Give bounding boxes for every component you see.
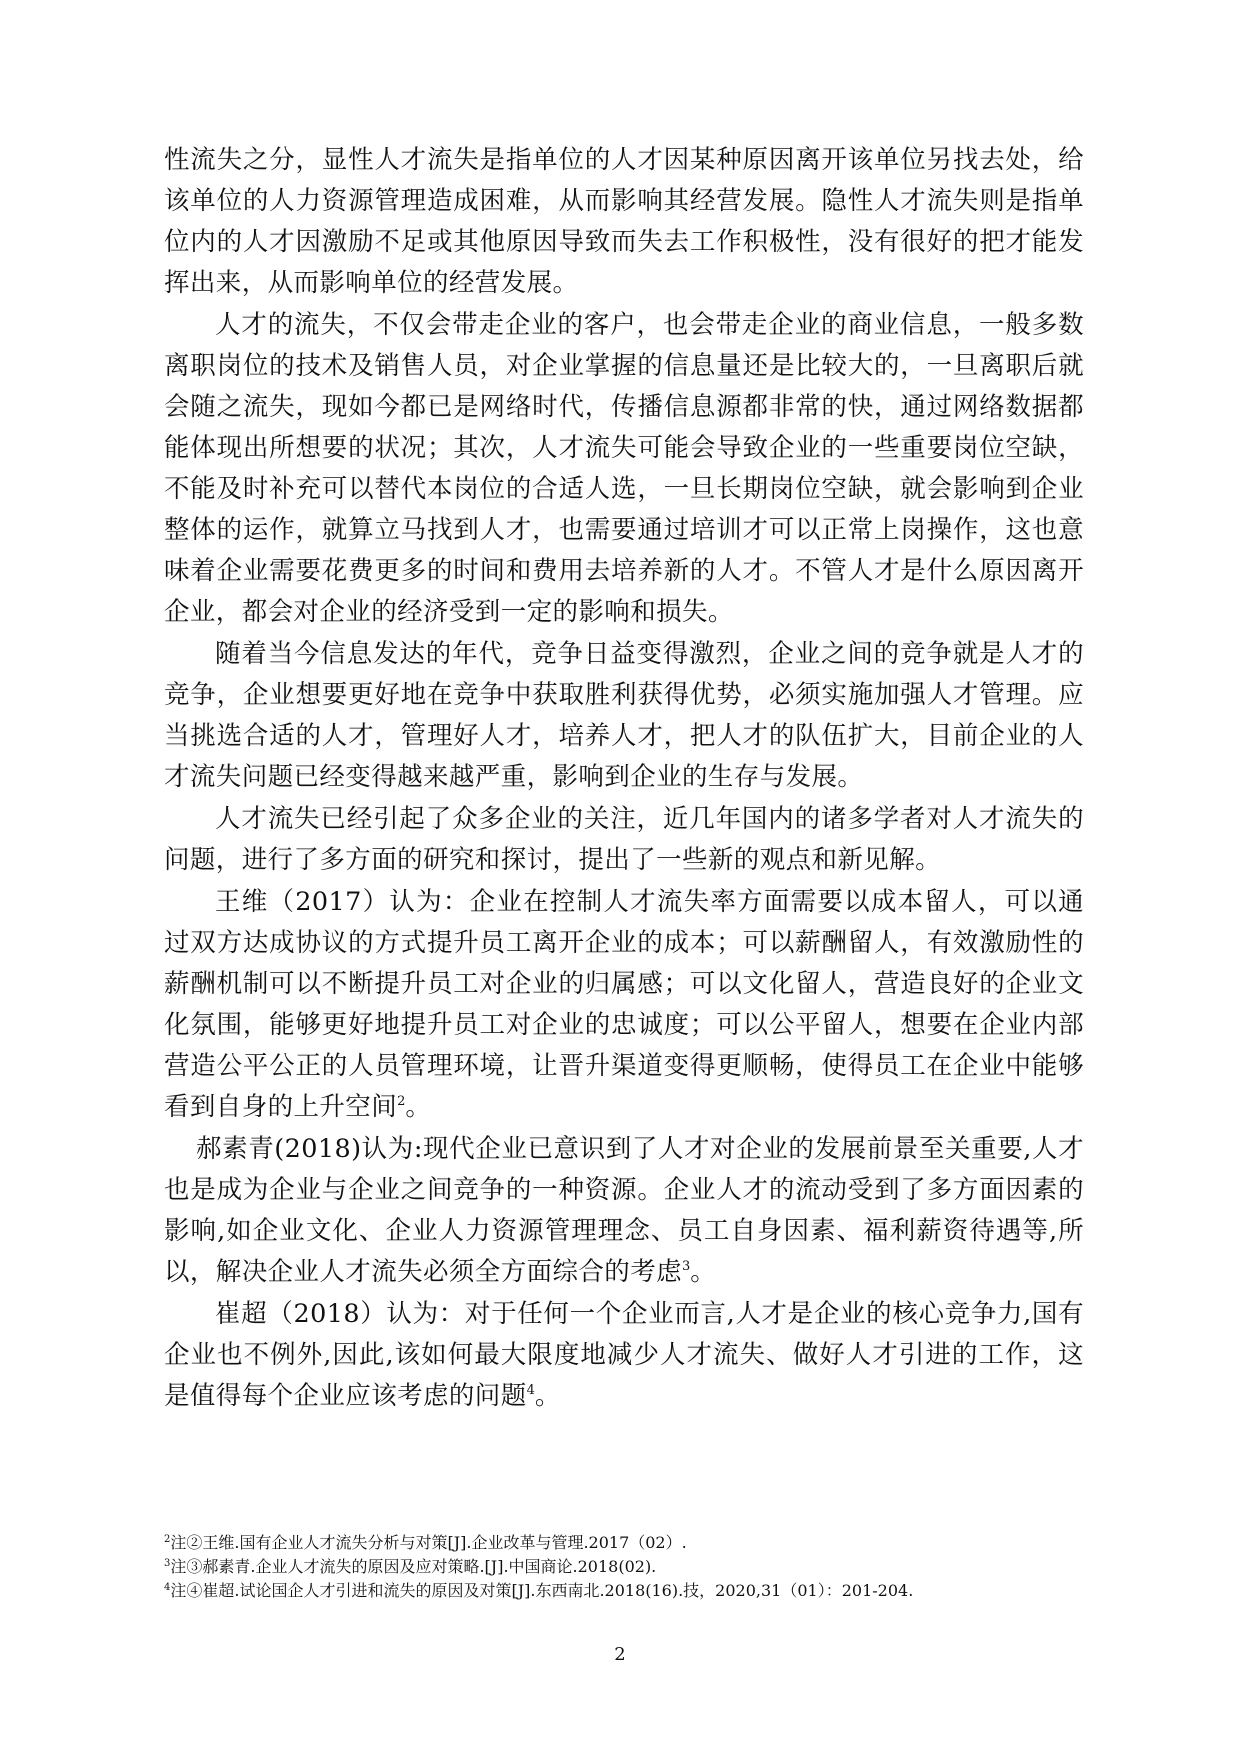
paragraph: 人才的流失，不仅会带走企业的客户，也会带走企业的商业信息，一般多数离职岗位的技术及销售人员，对企业掌握的信息量还是比较大的，一旦离职后就会随之流失，现如今都已是网络时代，传播信息源都非常的快，通过网络数据都能体现出所想要的状况；其次，人才流失可能会导致企业的一些重要岗位空缺，不能及时补充可以替代本岗位的合适人选，一旦长期岗位空缺，就会影响到企业整体的运作，就算立马找到人才，也需要通过培训才可以正常上岗操作，这也意味着企业需要花费更多的时间和费用去培养新的人才。不管人才是什么原因离开企业，都会对企业的经济受到一定的影响和损失。 bbox=[164, 310, 1084, 627]
paragraph: 随着当今信息发达的年代，竞争日益变得激烈，企业之间的竞争就是人才的竞争，企业想要更好地在竞争中获取胜利获得优势，必须实施加强人才管理。应当挑选合适的人才，管理好人才，培养人才，把人才的队伍扩大，目前企业的人才流失问题已经变得越来越严重，影响到企业的生存与发展。 bbox=[164, 639, 1084, 792]
paragraph: 郝素青(2018)认为:现代企业已意识到了人才对企业的发展前景至关重要,人才也是成为企业与企业之间竞争的一种资源。企业人才的流动受到了多方面因素的影响,如企业文化、企业人力资源管理理念、员工自身因素、福利薪资待遇等,所以，解决企业人才流失必须全方面综合的考虑$^3$。 bbox=[164, 1134, 1084, 1287]
paragraph: 崔超（2018）认为：对于任何一个企业而言,人才是企业的核心竞争力,国有企业也不例外,因此,该如何最大限度地减少人才流失、做好人才引进的工作，这是值得每个企业应该考虑的问题$^4$。 bbox=[164, 1299, 1084, 1411]
footnote: $^3$注③郝素青.企业人才流失的原因及应对策略.[J].中国商论.2018(02). bbox=[164, 1557, 657, 1576]
paragraph: 王维（2017）认为：企业在控制人才流失率方面需要以成本留人，可以通过双方达成协议的方式提升员工离开企业的成本；可以薪酬留人，有效激励性的薪酬机制可以不断提升员工对企业的归属感；可以文化留人，营造良好的企业文化氛围，能够更好地提升员工对企业的忠诚度；可以公平留人，想要在企业内部营造公平公正的人员管理环境，让晋升渠道变得更顺畅，使得员工在企业中能够看到自身的上升空间$^2$。 bbox=[164, 887, 1084, 1122]
footnote-number: 2 bbox=[164, 1534, 171, 1545]
paragraph: 性流失之分，显性人才流失是指单位的人才因某种原因离开该单位另找去处，给该单位的人力资源管理造成困难，从而影响其经营发展。隐性人才流失则是指单位内的人才因激励不足或其他原因导致而失去工作积极性，没有很好的把才能发挥出来，从而影响单位的经营发展。 bbox=[164, 145, 1084, 298]
footnotes bbox=[164, 1531, 1084, 1603]
body-text bbox=[164, 140, 1084, 1418]
footnote-number: 3 bbox=[164, 1558, 171, 1569]
paragraph: 人才流失已经引起了众多企业的关注，近几年国内的诸多学者对人才流失的问题，进行了多方面的研究和探讨，提出了一些新的观点和新见解。 bbox=[164, 804, 1084, 875]
footnote-ref[interactable]: 2 bbox=[397, 1094, 406, 1109]
page-number: 2 bbox=[614, 1644, 626, 1665]
footnote-ref[interactable]: 3 bbox=[682, 1259, 691, 1274]
footnote-ref[interactable]: 4 bbox=[526, 1383, 535, 1398]
footnote: $^4$注④崔超.试论国企人才引进和流失的原因及对策[J].东西南北.2018(16).技，2020,31（01）：201-204. bbox=[164, 1581, 914, 1600]
footnote: $^2$注②王维.国有企业人才流失分析与对策[J].企业改革与管理.2017（02）. bbox=[164, 1533, 687, 1552]
footnote-number: 4 bbox=[164, 1582, 171, 1593]
